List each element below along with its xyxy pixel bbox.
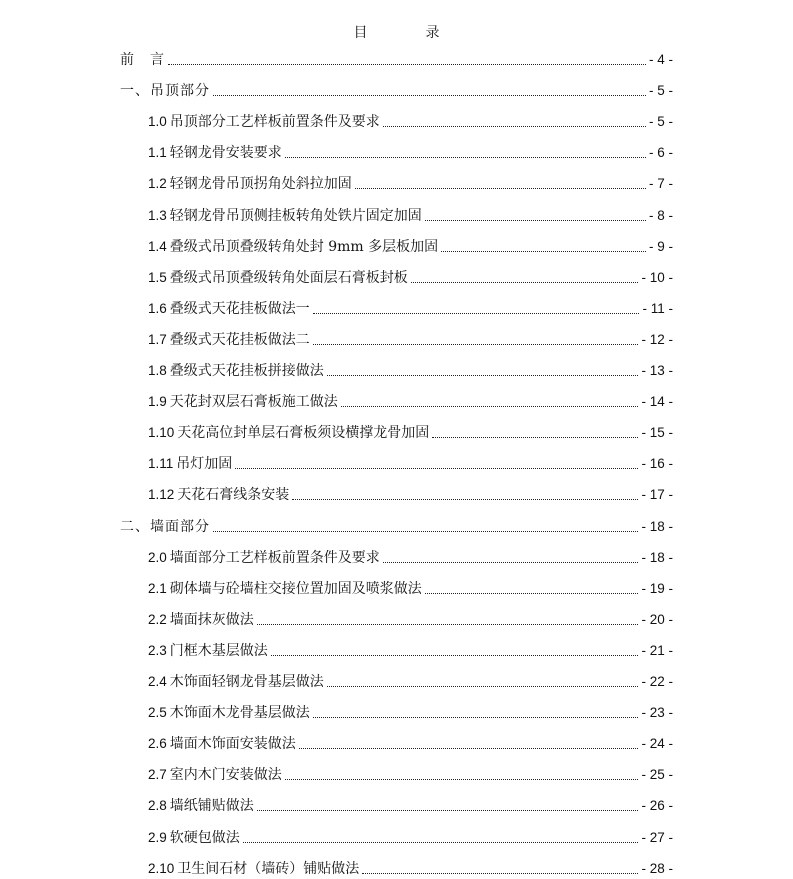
toc-entry-page: - 20 - — [641, 611, 673, 627]
toc-entry-number: 2.1 — [148, 580, 167, 596]
toc-entry-text: 叠级式天花挂板做法二 — [169, 331, 310, 348]
toc-entry-page: - 19 - — [641, 580, 673, 596]
toc-entry-page: - 18 - — [641, 518, 673, 534]
toc-entry-page: - 12 - — [641, 331, 673, 347]
toc-entry-page: - 25 - — [641, 767, 673, 783]
toc-entry-label — [148, 486, 289, 504]
toc-entry-label — [120, 82, 210, 100]
toc-entry-number: 2.8 — [148, 798, 167, 814]
toc-entry-label — [148, 362, 324, 380]
toc-entry-number: 1.8 — [148, 363, 167, 378]
toc-entry-label — [148, 766, 282, 784]
toc-entry-label — [148, 642, 268, 660]
toc-entry-text: 软硬包做法 — [169, 829, 240, 846]
toc-entry-page: - 4 - — [648, 52, 673, 67]
toc-dot-leader — [285, 775, 639, 780]
toc-entry-text: 墙面抹灰做法 — [169, 611, 254, 628]
toc-entry-text: 前 言 — [120, 52, 165, 68]
toc-entry-text: 一、吊顶部分 — [120, 83, 210, 100]
toc-entry-label — [148, 549, 380, 567]
toc-entry[interactable] — [148, 638, 673, 660]
toc-entry[interactable] — [148, 762, 673, 784]
toc-entry-text: 叠级式天花挂板拼接做法 — [169, 363, 324, 379]
toc-entry-number: 2.5 — [148, 705, 167, 721]
toc-entry[interactable] — [148, 109, 673, 131]
toc-entry-label — [148, 113, 380, 131]
toc-entry[interactable] — [148, 545, 673, 567]
toc-entry[interactable] — [148, 825, 673, 847]
toc-entry[interactable] — [148, 700, 673, 722]
toc-entry-page: - 5 - — [648, 114, 673, 130]
toc-dot-leader — [235, 464, 638, 469]
toc-entry-label — [148, 673, 324, 691]
toc-entry-text: 轻钢龙骨吊顶拐角处斜拉加固 — [169, 176, 352, 193]
toc-entry[interactable] — [148, 669, 673, 691]
toc-entry-label — [148, 144, 282, 162]
toc-entry-page: - 23 - — [641, 705, 673, 721]
toc-dot-leader — [213, 91, 646, 96]
toc-dot-leader — [313, 713, 639, 718]
toc-entry[interactable] — [148, 793, 673, 815]
toc-dot-leader — [327, 682, 639, 687]
toc-entry-page: - 5 - — [648, 83, 673, 99]
toc-dot-leader — [441, 247, 646, 252]
toc-dot-leader — [243, 838, 639, 843]
toc-entry-page: - 8 - — [648, 207, 673, 223]
toc-dot-leader — [299, 744, 639, 749]
toc-entry-text: 室内木门安装做法 — [169, 767, 282, 784]
toc-entry[interactable] — [148, 265, 673, 287]
toc-dot-leader — [257, 620, 639, 625]
toc-dot-leader — [327, 371, 639, 376]
toc-entry-number: 2.3 — [148, 642, 167, 658]
toc-entry-text: 吊顶部分工艺样板前置条件及要求 — [169, 114, 380, 131]
toc-entry-label — [148, 797, 254, 815]
toc-entry-page: - 28 - — [641, 860, 673, 876]
toc-entry-number: 2.6 — [148, 736, 167, 752]
toc-entry-number: 2.4 — [148, 674, 167, 689]
toc-entry-number: 1.11 — [148, 456, 174, 472]
toc-entry-number: 1.6 — [148, 300, 167, 316]
toc-title: 目 录 — [353, 25, 462, 41]
toc-entry[interactable] — [148, 203, 673, 225]
toc-entry-label — [148, 424, 429, 442]
toc-entry[interactable] — [120, 514, 673, 536]
toc-entry[interactable] — [148, 482, 673, 504]
toc-entry-page: - 11 - — [642, 300, 673, 316]
toc-entry[interactable] — [148, 140, 673, 162]
toc-dot-leader — [285, 153, 646, 158]
toc-entry-number: 2.9 — [148, 829, 167, 845]
toc-entry-number: 2.0 — [148, 549, 167, 565]
toc-entry-page: - 9 - — [648, 238, 673, 254]
toc-entry-page: - 18 - — [641, 549, 673, 565]
toc-entry-text: 卫生间石材（墙砖）铺贴做法 — [177, 860, 360, 877]
toc-entry-page: - 16 - — [641, 456, 673, 472]
toc-entry-page: - 15 - — [641, 425, 673, 441]
toc-dot-leader — [313, 340, 639, 345]
toc-entry-text: 吊灯加固 — [176, 456, 233, 473]
toc-entry-number: 1.9 — [148, 394, 167, 410]
toc-entry[interactable] — [148, 856, 673, 878]
toc-dot-leader — [383, 558, 639, 563]
toc-entry[interactable] — [148, 171, 673, 193]
toc-dot-leader — [425, 589, 639, 594]
toc-entry-label — [148, 331, 310, 349]
toc-entry-label — [148, 238, 438, 256]
toc-entry[interactable] — [148, 327, 673, 349]
toc-entry-text: 叠级式吊顶叠级转角处封 9mm 多层板加固 — [169, 238, 439, 255]
toc-entry-text: 天花石膏线条安装 — [177, 487, 290, 504]
toc-entry-label — [148, 611, 254, 629]
toc-entry[interactable] — [148, 731, 673, 753]
toc-entry-text: 天花高位封单层石膏板须设横撑龙骨加固 — [177, 425, 430, 442]
toc-entry-page: - 6 - — [648, 145, 673, 161]
toc-dot-leader — [432, 433, 638, 438]
toc-entry-page: - 13 - — [641, 363, 673, 378]
toc-dot-leader — [341, 402, 639, 407]
toc-entry-label — [148, 735, 296, 753]
toc-dot-leader — [213, 527, 638, 532]
toc-entry[interactable] — [148, 576, 673, 598]
toc-entry-page: - 17 - — [641, 487, 673, 503]
toc-dot-leader — [168, 60, 646, 65]
toc-entry-number: 1.0 — [148, 114, 167, 130]
toc-entry-label — [148, 860, 359, 878]
toc-dot-leader — [313, 309, 640, 314]
toc-dot-leader — [355, 184, 646, 189]
toc-entry-page: - 14 - — [641, 394, 673, 410]
toc-entry-number: 1.5 — [148, 269, 167, 285]
toc-entry-text: 轻钢龙骨安装要求 — [169, 145, 282, 162]
toc-entry[interactable] — [120, 78, 673, 100]
toc-entry-label — [148, 455, 232, 473]
toc-entry-number: 1.2 — [148, 176, 167, 192]
toc-entry[interactable] — [148, 358, 673, 380]
toc-dot-leader — [362, 869, 638, 874]
toc-entry-number: 2.10 — [148, 860, 175, 876]
toc-entry-text: 门框木基层做法 — [169, 642, 268, 659]
toc-entry-text: 天花封双层石膏板施工做法 — [169, 394, 338, 411]
toc-entry-number: 1.12 — [148, 487, 175, 503]
toc-entry-number: 1.10 — [148, 425, 175, 441]
toc-entry-label — [148, 580, 422, 598]
toc-entry[interactable] — [148, 389, 673, 411]
toc-entry-number: 1.7 — [148, 331, 167, 347]
toc-dot-leader — [292, 495, 638, 500]
toc-entry[interactable] — [148, 607, 673, 629]
toc-entry-text: 墙纸铺贴做法 — [169, 798, 254, 815]
toc-entry[interactable] — [148, 451, 673, 473]
toc-entry-text: 木饰面木龙骨基层做法 — [169, 705, 310, 722]
toc-entry-label — [148, 269, 408, 287]
toc-entry-text: 木饰面轻钢龙骨基层做法 — [169, 674, 324, 690]
toc-entry-page: - 22 - — [641, 674, 673, 689]
toc-entry-label — [120, 51, 165, 69]
toc-entry-number: 2.2 — [148, 611, 167, 627]
toc-entry-page: - 26 - — [641, 798, 673, 814]
toc-entry-text: 砌体墙与砼墙柱交接位置加固及喷浆做法 — [169, 580, 422, 597]
toc-entry[interactable] — [148, 420, 673, 442]
toc-entry-label — [148, 207, 422, 225]
toc-dot-leader — [425, 216, 646, 221]
toc-entry-page: - 21 - — [641, 642, 673, 658]
toc-entry[interactable] — [148, 234, 673, 256]
toc-entry-number: 1.1 — [148, 145, 167, 161]
toc-dot-leader — [271, 651, 639, 656]
toc-entry-label — [148, 704, 310, 722]
toc-entry-number: 2.7 — [148, 767, 167, 783]
toc-dot-leader — [383, 122, 646, 127]
toc-entry[interactable] — [120, 47, 673, 69]
toc-entry-page: - 24 - — [641, 736, 673, 752]
toc-entry-text: 墙面部分工艺样板前置条件及要求 — [169, 549, 380, 566]
toc-entry-text: 二、墙面部分 — [120, 518, 210, 535]
toc-entry-text: 轻钢龙骨吊顶侧挂板转角处铁片固定加固 — [169, 207, 422, 224]
toc-entry-text: 叠级式吊顶叠级转角处面层石膏板封板 — [169, 269, 408, 286]
toc-entry-text: 墙面木饰面安装做法 — [169, 736, 296, 753]
toc-dot-leader — [411, 278, 639, 283]
toc-entry[interactable] — [148, 296, 673, 318]
toc-entry-label — [148, 829, 240, 847]
toc-entry-label — [120, 518, 210, 536]
toc-entry-page: - 27 - — [641, 829, 673, 845]
toc-entry-label — [148, 393, 338, 411]
toc-entry-number: 1.3 — [148, 207, 167, 223]
toc-entry-page: - 7 - — [648, 176, 673, 192]
toc-entry-number: 1.4 — [148, 238, 167, 254]
toc-entry-text: 叠级式天花挂板做法一 — [169, 300, 310, 317]
toc-dot-leader — [257, 806, 639, 811]
toc-entry-page: - 10 - — [641, 269, 673, 285]
toc-entry-label — [148, 300, 310, 318]
toc-entry-label — [148, 175, 352, 193]
